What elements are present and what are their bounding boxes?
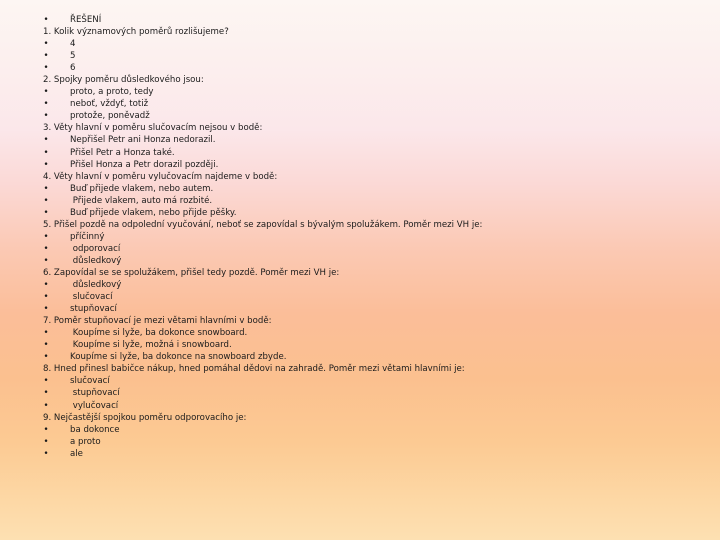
- bullet-icon: •: [43, 436, 49, 447]
- bullet-icon: •: [43, 159, 49, 170]
- answer-option-text: stupňovací: [70, 304, 117, 315]
- bullet-icon: •: [43, 207, 49, 218]
- bullet-icon: •: [43, 231, 49, 242]
- answer-option: [43, 339, 703, 351]
- bullet-icon: •: [43, 87, 49, 98]
- bullet-icon: •: [43, 39, 49, 50]
- answer-option: [43, 255, 703, 267]
- answer-option-text: Nepřišel Petr ani Honza nedorazil.: [70, 135, 216, 146]
- question-text: 5. Přišel pozdě na odpolední vyučování, neboť se zapovídal s bývalým spolužákem. Poměr mezi VH je:: [43, 219, 483, 230]
- answer-option: [43, 375, 703, 387]
- answer-option: [43, 183, 703, 195]
- question-text: 1. Kolik významových poměrů rozlišujeme?: [43, 27, 229, 38]
- answer-option: [43, 303, 703, 315]
- question-text: 4. Věty hlavní v poměru vylučovacím najdeme v bodě:: [43, 171, 278, 182]
- answer-option-text: ba dokonce: [70, 424, 120, 435]
- answer-option-text: Koupíme si lyže, ba dokonce na snowboard zbyde.: [70, 352, 287, 363]
- bullet-icon: •: [43, 280, 49, 291]
- answer-option-text: důsledkový: [70, 255, 122, 266]
- answer-option-text: ale: [70, 448, 83, 459]
- answer-option: [43, 98, 703, 110]
- answer-option: [43, 159, 703, 171]
- answer-option: [43, 38, 703, 50]
- bullet-icon: •: [43, 376, 49, 387]
- answer-option: [43, 62, 703, 74]
- answer-option-text: 6: [70, 63, 76, 74]
- bullet-icon: •: [43, 15, 49, 25]
- answer-option-text: Koupíme si lyže, možná i snowboard.: [70, 340, 232, 351]
- bullet-icon: •: [43, 195, 49, 206]
- bullet-icon: •: [43, 147, 49, 158]
- answer-option-text: příčinný: [70, 231, 105, 242]
- answer-option-text: stupňovací: [70, 388, 120, 399]
- question-text: 2. Spojky poměru důsledkového jsou:: [43, 75, 204, 86]
- bullet-icon: •: [43, 388, 49, 399]
- answer-option-text: proto, a proto, tedy: [70, 87, 154, 98]
- answer-option: [43, 400, 703, 412]
- question-text: 3. Věty hlavní v poměru slučovacím nejsou v bodě:: [43, 123, 263, 134]
- answer-option: [43, 243, 703, 255]
- bullet-icon: •: [43, 51, 49, 62]
- bullet-icon: •: [43, 183, 49, 194]
- answer-option: [43, 110, 703, 122]
- answer-option: [43, 436, 703, 448]
- bullet-icon: •: [43, 99, 49, 110]
- answer-option: [43, 207, 703, 219]
- answer-option-text: vylučovací: [70, 400, 119, 411]
- bullet-icon: •: [43, 255, 49, 266]
- answer-option-text: Přijede vlakem, auto má rozbité.: [70, 195, 213, 206]
- answer-option-text: Přišel Honza a Petr dorazil později.: [70, 159, 219, 170]
- answer-option: [43, 448, 703, 460]
- answer-option-text: slučovací: [70, 292, 113, 303]
- answer-option: [43, 86, 703, 98]
- answer-option-text: Přišel Petr a Honza také.: [70, 147, 175, 158]
- answer-option-text: Buď přijede vlakem, nebo autem.: [70, 183, 214, 194]
- page-heading: ŘEŠENÍ: [70, 15, 102, 25]
- question-text: 7. Poměr stupňovací je mezi větami hlavními v bodě:: [43, 316, 272, 327]
- answer-option: [43, 351, 703, 363]
- answer-option-text: odporovací: [70, 243, 121, 254]
- answer-option: [43, 231, 703, 243]
- answer-option-text: protože, poněvadž: [70, 111, 150, 122]
- answer-option: [43, 291, 703, 303]
- bullet-icon: •: [43, 328, 49, 339]
- bullet-icon: •: [43, 135, 49, 146]
- answer-option-text: Koupíme si lyže, ba dokonce snowboard.: [70, 328, 248, 339]
- bullet-icon: •: [43, 340, 49, 351]
- bullet-icon: •: [43, 400, 49, 411]
- answer-option: [43, 387, 703, 399]
- heading-row: [43, 14, 703, 26]
- answer-option-text: důsledkový: [70, 280, 122, 291]
- answer-option-text: 5: [70, 51, 76, 62]
- answer-option-text: 4: [70, 39, 76, 50]
- answer-option-text: slučovací: [70, 376, 110, 387]
- question-text: 6. Zapovídal se se spolužákem, přišel tedy pozdě. Poměr mezi VH je:: [43, 267, 340, 278]
- bullet-icon: •: [43, 352, 49, 363]
- bullet-icon: •: [43, 448, 49, 459]
- answer-option: [43, 134, 703, 146]
- answer-option-text: a proto: [70, 436, 101, 447]
- bullet-icon: •: [43, 424, 49, 435]
- answer-option: [43, 195, 703, 207]
- bullet-icon: •: [43, 63, 49, 74]
- answer-option: [43, 50, 703, 62]
- question-text: 9. Nejčastější spojkou poměru odporovacího je:: [43, 412, 247, 423]
- answer-option-text: Buď přijede vlakem, nebo přijde pěšky.: [70, 207, 237, 218]
- question-text: 8. Hned přinesl babičce nákup, hned pomáhal dědovi na zahradě. Poměr mezi větami hlavními je:: [43, 364, 465, 375]
- answer-option: [43, 327, 703, 339]
- text-content: [43, 14, 703, 460]
- bullet-icon: •: [43, 292, 49, 303]
- bullet-icon: •: [43, 243, 49, 254]
- bullet-icon: •: [43, 304, 49, 315]
- answer-option-text: neboť, vždyť, totiž: [70, 99, 149, 110]
- bullet-icon: •: [43, 111, 49, 122]
- answer-option: [43, 279, 703, 291]
- answer-option: [43, 147, 703, 159]
- answer-option: [43, 424, 703, 436]
